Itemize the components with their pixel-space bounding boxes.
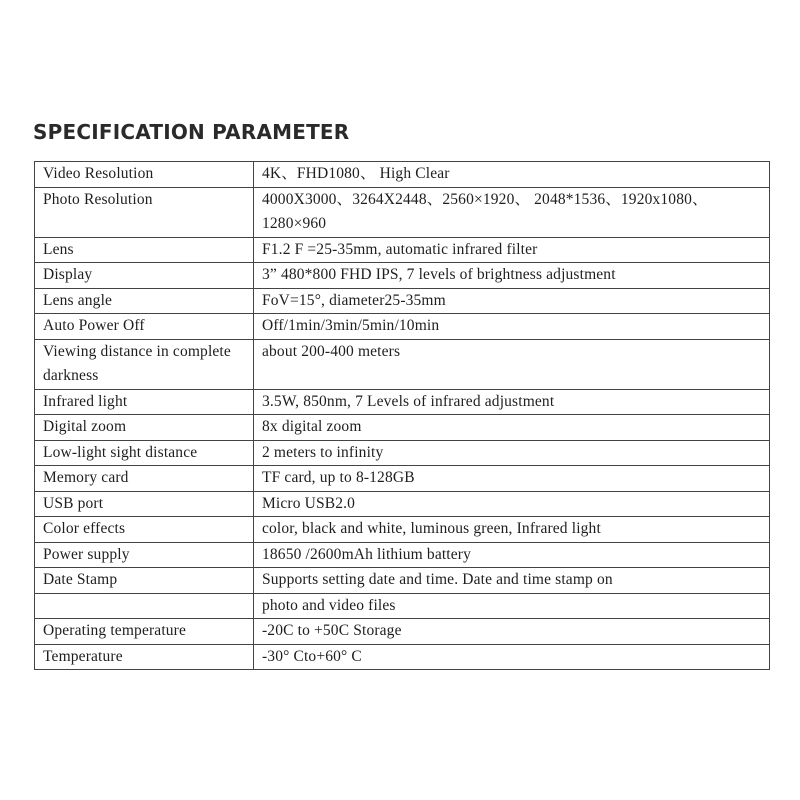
spec-value: 4000X3000、3264X2448、2560×1920、 2048*1536、1920x1080、 1280×960: [254, 187, 770, 237]
table-row: [35, 237, 770, 263]
spec-label: Infrared light: [35, 389, 254, 415]
table-row: [35, 187, 770, 237]
spec-label: Memory card: [35, 466, 254, 492]
page-title: SPECIFICATION PARAMETER: [33, 120, 350, 144]
spec-label: Lens: [35, 237, 254, 263]
spec-label: Low-light sight distance: [35, 440, 254, 466]
table-row: [35, 568, 770, 594]
spec-value: 3” 480*800 FHD IPS, 7 levels of brightness adjustment: [254, 263, 770, 289]
table-row: [35, 466, 770, 492]
spec-label: Viewing distance in complete darkness: [35, 339, 254, 389]
spec-value: F1.2 F =25-35mm, automatic infrared filter: [254, 237, 770, 263]
spec-value: 8x digital zoom: [254, 415, 770, 441]
spec-label: Video Resolution: [35, 162, 254, 188]
spec-value: 3.5W, 850nm, 7 Levels of infrared adjustment: [254, 389, 770, 415]
spec-value: TF card, up to 8-128GB: [254, 466, 770, 492]
spec-label: Temperature: [35, 644, 254, 670]
specification-table: [34, 161, 770, 670]
spec-value: color, black and white, luminous green, Infrared light: [254, 517, 770, 543]
table-row: [35, 415, 770, 441]
table-row: [35, 288, 770, 314]
spec-label: USB port: [35, 491, 254, 517]
table-row: [35, 162, 770, 188]
table-row: [35, 644, 770, 670]
table-row: [35, 314, 770, 340]
spec-label: Photo Resolution: [35, 187, 254, 237]
spec-label: Auto Power Off: [35, 314, 254, 340]
table-row: [35, 389, 770, 415]
spec-value: -30° Cto+60° C: [254, 644, 770, 670]
table-row: [35, 491, 770, 517]
spec-label: Operating temperature: [35, 619, 254, 645]
spec-value: 4K、FHD1080、 High Clear: [254, 162, 770, 188]
spec-value: -20C to +50C Storage: [254, 619, 770, 645]
spec-value: Off/1min/3min/5min/10min: [254, 314, 770, 340]
spec-label: Color effects: [35, 517, 254, 543]
spec-label: Date Stamp: [35, 568, 254, 594]
table-row: [35, 593, 770, 619]
spec-value: 18650 /2600mAh lithium battery: [254, 542, 770, 568]
spec-label: Power supply: [35, 542, 254, 568]
table-row: [35, 263, 770, 289]
table-row: [35, 517, 770, 543]
table-row: [35, 619, 770, 645]
spec-value: FoV=15°, diameter25-35mm: [254, 288, 770, 314]
spec-value: photo and video files: [254, 593, 770, 619]
spec-label: Display: [35, 263, 254, 289]
spec-label: Lens angle: [35, 288, 254, 314]
spec-label: Digital zoom: [35, 415, 254, 441]
spec-value: about 200-400 meters: [254, 339, 770, 389]
table-row: [35, 440, 770, 466]
spec-value: Supports setting date and time. Date and time stamp on: [254, 568, 770, 594]
table-row: [35, 542, 770, 568]
table-row: [35, 339, 770, 389]
spec-label: [35, 593, 254, 619]
spec-value: 2 meters to infinity: [254, 440, 770, 466]
spec-value: Micro USB2.0: [254, 491, 770, 517]
